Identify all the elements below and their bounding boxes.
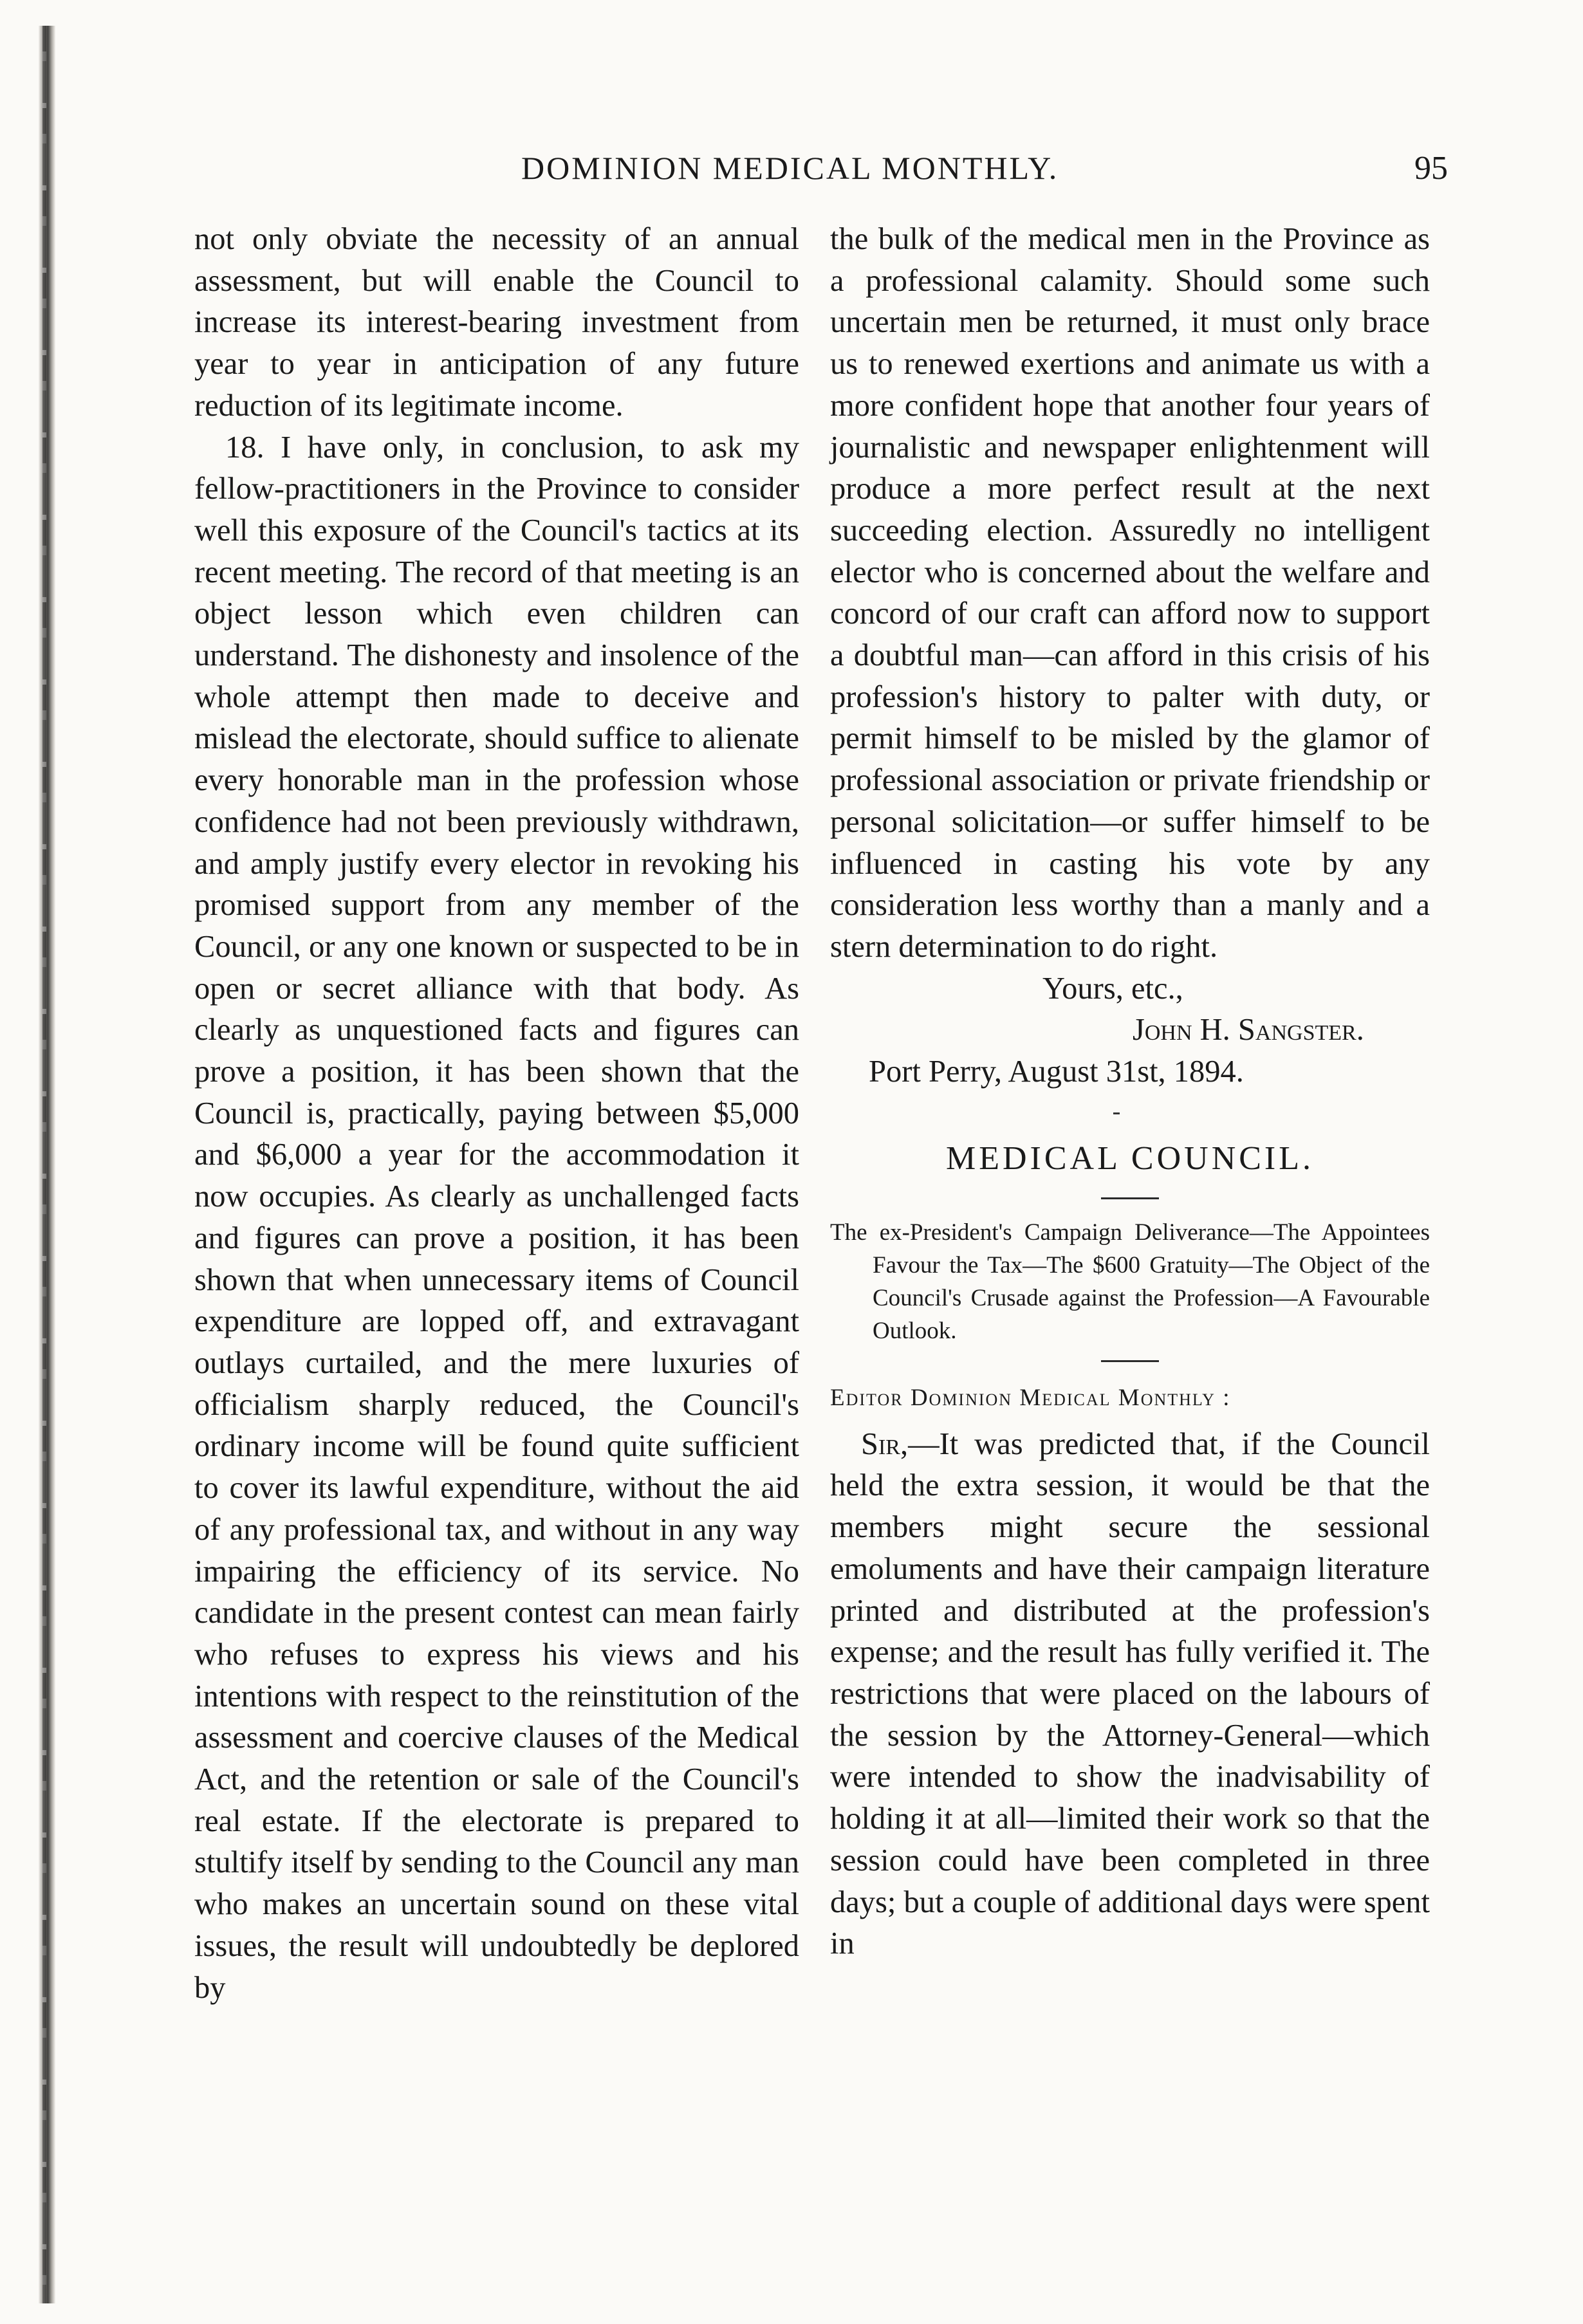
left-paragraph-continued: not only obviate the necessity of an annual assessment, but will enable the Council to increase its interest-bearing investment from year to year in anticipation of any future reduction of its legitimate income. [194,222,799,423]
letter-body-text: —It was predicted that, if the Council held the extra session, it would be that the members might secure the sessional emoluments and have their campaign literature printed and distributed at the profession's expense; and the result has fully verified it. The restrictions that were placed on the labours of the session by the Attorney-General—which were intended to show the inadvisability of holding it at all—limited their work so that the session could have been completed in three days; but a couple of additional days were spent in [830,1426,1430,1961]
book-binding-edge [39,26,55,2303]
left-paragraph-18: 18. I have only, in conclusion, to ask my fellow-practitioners in the Province to consider well this exposure of the Council's tactics at its recent meeting. The record of that meeting is an object lesson which even children can understand. The dishonesty and insolence of the whole attempt then made to deceive and mislead the electorate, should suffice to alienate every honorable man in the profession whose confidence had not been previously withdrawn, and amply justify every elector in revoking his promised support from any member of the Council, or any one known or suspected to be in open or secret alliance with that body. As clearly as unquestioned facts and figures can prove a position, it has been shown that the Council is, practically, paying between $5,000 and $6,000 a year for the accommodation it now occupies. As clearly as unchallenged facts and figures can prove a position, it has been shown that when unnecessary items of Council expenditure are lopped off, and extravagant outlays curtailed, and the mere luxuries of officialism sharply reduced, the Council's ordinary income will be found quite sufficient to cover its lawful expenditure, without the aid of any professional tax, and without in any way impairing the efficiency of its service. No candidate in the present contest can mean fairly who refuses to express his views and his intentions with respect to the reinstitution of the assessment and coercive clauses of the Medical Act, and the retention or sale of the Council's real estate. If the electorate is prepared to stultify itself by sending to the Council any man who makes an uncertain sound on these vital issues, the result will undoubtedly be deplored by [194,430,799,2005]
running-title: DOMINION MEDICAL MONTHLY. [521,150,1059,186]
right-column [830,219,1430,1965]
page-number: 95 [1414,150,1448,187]
letter-sir: Sir, [861,1426,909,1461]
page-header [193,149,1480,194]
section-title: MEDICAL COUNCIL. [945,1139,1315,1177]
editor-salutation: Editor Dominion Medical Monthly : [830,1384,1231,1411]
letter-body [830,1424,1430,1965]
summary-rule [1101,1360,1159,1362]
letter-place-date: Port Perry, August 31st, 1894. [869,1055,1244,1089]
separator-dot [830,1093,1430,1124]
letter-signature: John H. Sangster. [1133,1013,1364,1047]
title-rule [1101,1197,1159,1199]
right-paragraph-continued: the bulk of the medical men in the Province as a professional calamity. Should some such uncertain men be returned, it must only brace us to renewed exertions and animate us with a more confident hope that another four years of journalistic and newspaper enlightenment will produce a more perfect result at the next succeeding election. Assuredly no intelligent elector who is concerned about the welfare and concord of our craft can afford now to support a doubtful man—can afford in this crisis of his profession's history to palter with duty, or permit himself to be misled by the glamor of professional association or private friendship or personal solicitation—or suffer himself to be influenced in casting his vote by any consideration less worthy than a manly and a stern determination to do right. [830,222,1430,964]
left-column [194,219,799,2009]
section-summary: The ex-President's Campaign Deliverance—The Appointees Favour the Tax—The $600 Gratuity—The Object of the Council's Crusade against the Profession—A Favourable Outlook. [830,1219,1430,1344]
letter-closing: Yours, etc., [1042,971,1183,1006]
